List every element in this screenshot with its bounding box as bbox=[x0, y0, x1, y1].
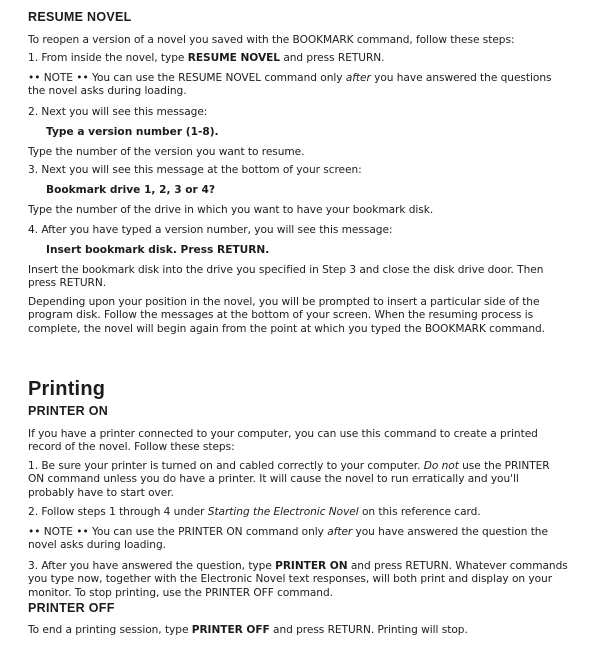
printer-off-text-end: and press RETURN. Printing will stop. bbox=[269, 624, 468, 636]
resume-step-1-command: RESUME NOVEL bbox=[187, 52, 280, 64]
resume-step-3: 3. Next you will see this message at the bottom of your screen: bbox=[28, 164, 362, 176]
printer-on-step-1-text-end: use the PRINTER ON command unless you do have a printer. It will cause the novel to run erratically and you'll probably have to start over. bbox=[28, 460, 550, 499]
resume-step-1-text: 1. From inside the novel, type bbox=[28, 52, 188, 64]
resume-step-4: 4. After you have typed a version number, you will see this message: bbox=[28, 224, 393, 236]
resume-step-1-text-end: and press RETURN. bbox=[280, 52, 385, 64]
resume-closing-paragraph: Depending upon your position in the novel, you will be prompted to insert a particular side of the program disk. Follow the messages at the bottom of your screen. When the resuming process is complete, the novel will begin again from the point at which you typed the BOOKMARK command. bbox=[28, 296, 546, 335]
printer-off-text-start: To end a printing session, type bbox=[28, 624, 192, 636]
printer-on-note-text-end: you have answered the question the novel asks during loading. bbox=[28, 526, 548, 552]
printer-on-step-1-text: 1. Be sure your printer is turned on and cabled correctly to your computer. bbox=[28, 460, 424, 472]
resume-note-emphasis: after bbox=[345, 72, 371, 84]
printer-on-note-emphasis: after bbox=[327, 526, 353, 538]
resume-message-4 bbox=[46, 244, 586, 257]
resume-step-1 bbox=[28, 52, 568, 65]
printing-title: Printing bbox=[28, 378, 106, 400]
printer-on-step-1-emphasis: Do not bbox=[423, 460, 459, 472]
printer-on-step-2-reference: Starting the Electronic Novel bbox=[207, 506, 359, 518]
resume-message-3 bbox=[46, 184, 586, 197]
resume-message-3-text: Bookmark drive 1, 2, 3 or 4? bbox=[46, 184, 215, 196]
resume-novel-heading: RESUME NOVEL bbox=[28, 10, 132, 24]
printer-on-step-3-text: 3. After you have answered the question, type bbox=[28, 560, 276, 572]
resume-note bbox=[28, 72, 568, 99]
resume-after-3: Type the number of the drive in which you want to have your bookmark disk. bbox=[28, 204, 434, 216]
printer-off-command: PRINTER OFF bbox=[191, 624, 270, 636]
printer-on-step-3 bbox=[28, 560, 568, 600]
printer-on-heading: PRINTER ON bbox=[28, 404, 109, 418]
printer-on-step-2-text: 2. Follow steps 1 through 4 under bbox=[28, 506, 208, 518]
printer-on-step-3-text-end: and press RETURN. Whatever commands you type now, together with the Electronic Novel text responses, will both print and display on your monitor. To stop printing, use the PRINTER OFF command. bbox=[28, 560, 568, 599]
printer-on-intro: If you have a printer connected to your computer, you can use this command to create a printed record of the novel. Follow these steps: bbox=[28, 428, 538, 454]
resume-after-4: Insert the bookmark disk into the drive you specified in Step 3 and close the disk drive door. Then press RETURN. bbox=[28, 264, 544, 290]
resume-message-2-text: Type a version number (1-8). bbox=[46, 126, 219, 138]
printer-off-text bbox=[28, 624, 568, 637]
resume-intro: To reopen a version of a novel you saved with the BOOKMARK command, follow these steps: bbox=[28, 34, 515, 46]
resume-step-2: 2. Next you will see this message: bbox=[28, 106, 208, 118]
resume-note-text: •• NOTE •• You can use the RESUME NOVEL command only bbox=[28, 72, 346, 84]
printer-on-note-text: •• NOTE •• You can use the PRINTER ON command only bbox=[28, 526, 328, 538]
resume-after-2: Type the number of the version you want to resume. bbox=[28, 146, 305, 158]
printer-on-step-2-text-end: on this reference card. bbox=[358, 506, 481, 518]
printer-off-heading: PRINTER OFF bbox=[28, 601, 115, 615]
resume-note-text-end: you have answered the questions the novel asks during loading. bbox=[28, 72, 552, 98]
printer-on-note bbox=[28, 526, 568, 553]
printer-on-step-1 bbox=[28, 460, 568, 500]
resume-message-2 bbox=[46, 126, 586, 139]
resume-message-4-text: Insert bookmark disk. Press RETURN. bbox=[46, 244, 270, 256]
printer-on-step-2 bbox=[28, 506, 568, 519]
printer-on-step-3-command: PRINTER ON bbox=[275, 560, 348, 572]
